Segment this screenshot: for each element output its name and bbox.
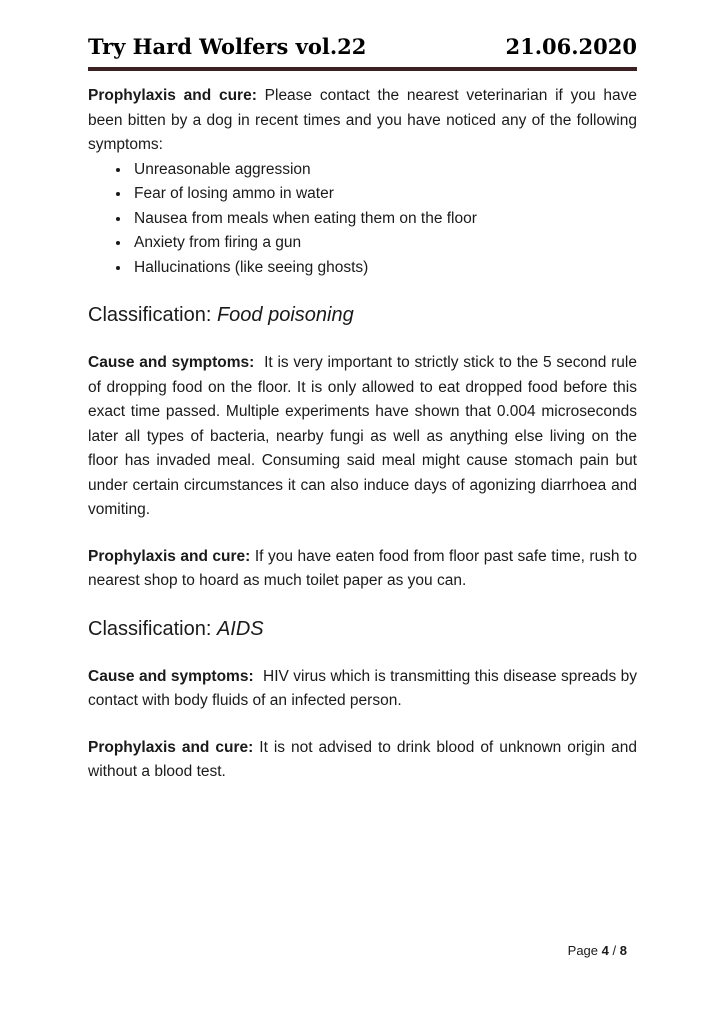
document-body bbox=[88, 84, 637, 785]
list-item: • Hallucinations (like seeing ghosts) bbox=[131, 256, 637, 281]
list-item: • Nausea from meals when eating them on the floor bbox=[131, 207, 637, 232]
classification-heading-aids bbox=[88, 616, 637, 643]
list-item: • Fear of losing ammo in water bbox=[131, 182, 637, 207]
classification-label: Classification: bbox=[88, 617, 212, 640]
classification-value: Food poisoning bbox=[216, 304, 354, 326]
paragraph-lead: Prophylaxis and cure: bbox=[88, 547, 251, 565]
paragraph-text: HIV virus which is transmitting this disease spreads by contact with body fluids of an infected person. bbox=[88, 667, 637, 709]
header-rule-divider bbox=[88, 67, 637, 71]
paragraph-text: Please contact the nearest veterinarian if you have been bitten by a dog in recent times and you have noticed any of the following symptoms: bbox=[88, 87, 637, 153]
paragraph-prophylaxis-aids bbox=[88, 736, 637, 785]
list-item: • Anxiety from firing a gun bbox=[131, 231, 637, 256]
paragraph-text: It is very important to strictly stick to the 5 second rule of dropping food on the floor. It is only allowed to eat dropped food before this exact time passed. Multiple experiments have shown that 0.004 microseconds later all types of bacteria, nearby fungi as well as anything else living on the floor has invaded meal. Consuming said meal might cause stomach pain but under certain circumstances it can also induce days of agonizing diarrhoea and vomiting. bbox=[88, 354, 637, 518]
classification-label: Classification: bbox=[88, 304, 212, 326]
paragraph-lead: Cause and symptoms: bbox=[88, 354, 255, 371]
page-number-current: 4 bbox=[601, 943, 609, 958]
page-number-separator: / bbox=[612, 943, 617, 958]
list-item: • Unreasonable aggression bbox=[131, 158, 637, 183]
page-header bbox=[88, 0, 637, 71]
page-number-label: Page bbox=[567, 943, 599, 958]
paragraph-lead: Prophylaxis and cure: bbox=[88, 738, 254, 756]
page-number-total: 8 bbox=[619, 943, 627, 958]
header-title: Try Hard Wolfers vol.22 bbox=[88, 34, 367, 59]
paragraph-cause-food-poisoning bbox=[88, 351, 637, 523]
header-date: 21.06.2020 bbox=[505, 34, 637, 59]
paragraph-text: If you have eaten food from floor past safe time, rush to nearest shop to hoard as much toilet paper as you can. bbox=[88, 547, 637, 589]
paragraph-prophylaxis-rabies bbox=[88, 84, 637, 158]
paragraph-text: It is not advised to drink blood of unknown origin and without a blood test. bbox=[88, 738, 637, 780]
classification-value: AIDS bbox=[216, 617, 264, 640]
paragraph-lead: Cause and symptoms: bbox=[88, 667, 254, 685]
symptoms-list bbox=[88, 158, 637, 281]
paragraph-lead: Prophylaxis and cure: bbox=[88, 87, 257, 104]
classification-heading-food-poisoning bbox=[88, 302, 637, 329]
page-number bbox=[568, 942, 627, 959]
paragraph-cause-aids bbox=[88, 665, 637, 714]
paragraph-prophylaxis-food-poisoning bbox=[88, 545, 637, 594]
